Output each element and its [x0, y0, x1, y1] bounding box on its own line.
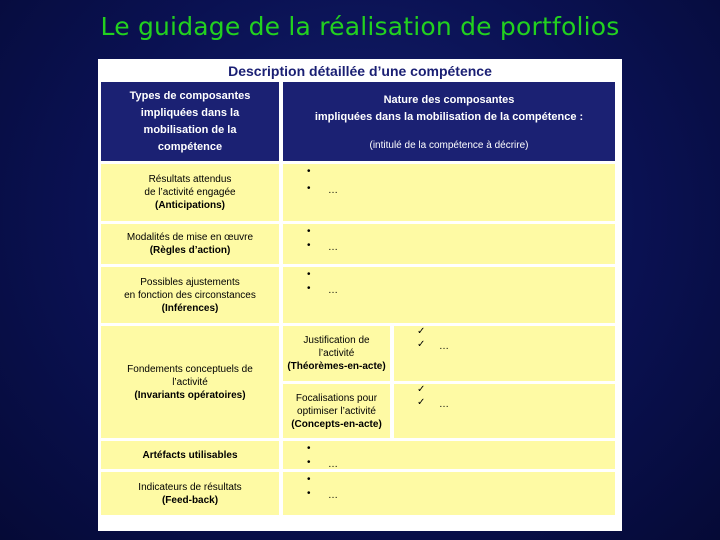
concepts-line-2: optimiser l’activité — [297, 405, 376, 417]
regles-term: (Règles d’action) — [149, 245, 231, 256]
anticipations-term: (Anticipations) — [155, 200, 225, 211]
bullet-ellipsis: … — [328, 185, 338, 196]
header-left-line-3: mobilisation de la — [143, 123, 237, 136]
inferences-line-1: Possibles ajustements — [140, 276, 240, 288]
bullet-dot: • — [307, 283, 311, 294]
row-anticipations-content — [283, 164, 615, 221]
bullet-dot: • — [307, 269, 311, 280]
bullet-ellipsis: … — [439, 399, 449, 410]
header-right-line-1: Nature des composantes — [383, 94, 515, 106]
slide-title: Le guidage de la réalisation de portfolios — [100, 12, 620, 41]
header-left-line-2: impliquées dans la — [140, 106, 240, 119]
theoremes-line-1: Justification de — [303, 335, 370, 346]
row-regles-label — [101, 224, 279, 264]
row-regles-content — [283, 224, 615, 264]
bullet-dot: • — [307, 474, 311, 485]
theoremes-line-2: l’activité — [318, 348, 355, 359]
check-icon: ✓ — [417, 339, 426, 350]
check-icon: ✓ — [417, 384, 426, 395]
anticipations-line-1: Résultats attendus — [148, 174, 232, 185]
bullet-dot: • — [307, 443, 311, 454]
bullet-dot: • — [307, 240, 311, 251]
feedback-line-1: Indicateurs de résultats — [138, 481, 242, 493]
row-feedback-content — [283, 472, 615, 515]
bullet-ellipsis: … — [328, 242, 338, 253]
anticipations-line-2: de l’activité engagée — [144, 187, 236, 198]
regles-line-1: Modalités de mise en œuvre — [126, 232, 254, 243]
invariants-line-2: l’activité — [172, 376, 208, 388]
header-right-note: (intitulé de la compétence à décrire) — [369, 140, 529, 151]
row-feedback-label — [101, 472, 279, 515]
check-icon: ✓ — [417, 397, 426, 408]
header-left-line-4: compétence — [157, 140, 223, 153]
concepts-term: (Concepts-en-acte) — [291, 418, 382, 430]
bullet-dot: • — [307, 226, 311, 237]
row-anticipations-label — [101, 164, 279, 221]
bullet-dot: • — [307, 166, 311, 177]
row-artefacts-content — [283, 441, 615, 469]
row-artefacts-label — [101, 441, 279, 469]
check-icon: ✓ — [417, 326, 426, 337]
row-theoremes-label — [283, 326, 390, 381]
artefacts-term: Artéfacts utilisables — [142, 449, 238, 461]
invariants-line-1: Fondements conceptuels de — [127, 363, 253, 375]
bullet-ellipsis: … — [328, 459, 338, 470]
concepts-line-1: Focalisations pour — [295, 392, 378, 404]
inferences-line-2: en fonction des circonstances — [124, 289, 256, 301]
row-theoremes-content — [394, 326, 615, 381]
row-concepts-label — [283, 384, 390, 438]
header-right-line-2: impliquées dans la mobilisation de la compétence : — [314, 111, 584, 123]
bullet-dot: • — [307, 183, 311, 194]
invariants-term: (Invariants opératoires) — [134, 389, 246, 401]
header-left — [101, 82, 279, 161]
bullet-ellipsis: … — [328, 490, 338, 501]
card-title: Description détaillée d’une compétence — [228, 63, 492, 79]
header-left-line-1: Types de composantes — [129, 89, 251, 102]
bullet-dot: • — [307, 457, 311, 468]
header-right — [283, 82, 615, 161]
row-concepts-content — [394, 384, 615, 438]
row-invariants-label — [101, 326, 279, 438]
theoremes-term: (Théorèmes-en-acte) — [287, 361, 386, 372]
row-inferences-label — [101, 267, 279, 323]
competence-table-card — [98, 59, 622, 531]
bullet-ellipsis: … — [328, 285, 338, 296]
bullet-ellipsis: … — [439, 341, 449, 352]
inferences-term: (Inférences) — [161, 302, 219, 314]
row-inferences-content — [283, 267, 615, 323]
feedback-term: (Feed-back) — [161, 494, 219, 506]
bullet-dot: • — [307, 488, 311, 499]
